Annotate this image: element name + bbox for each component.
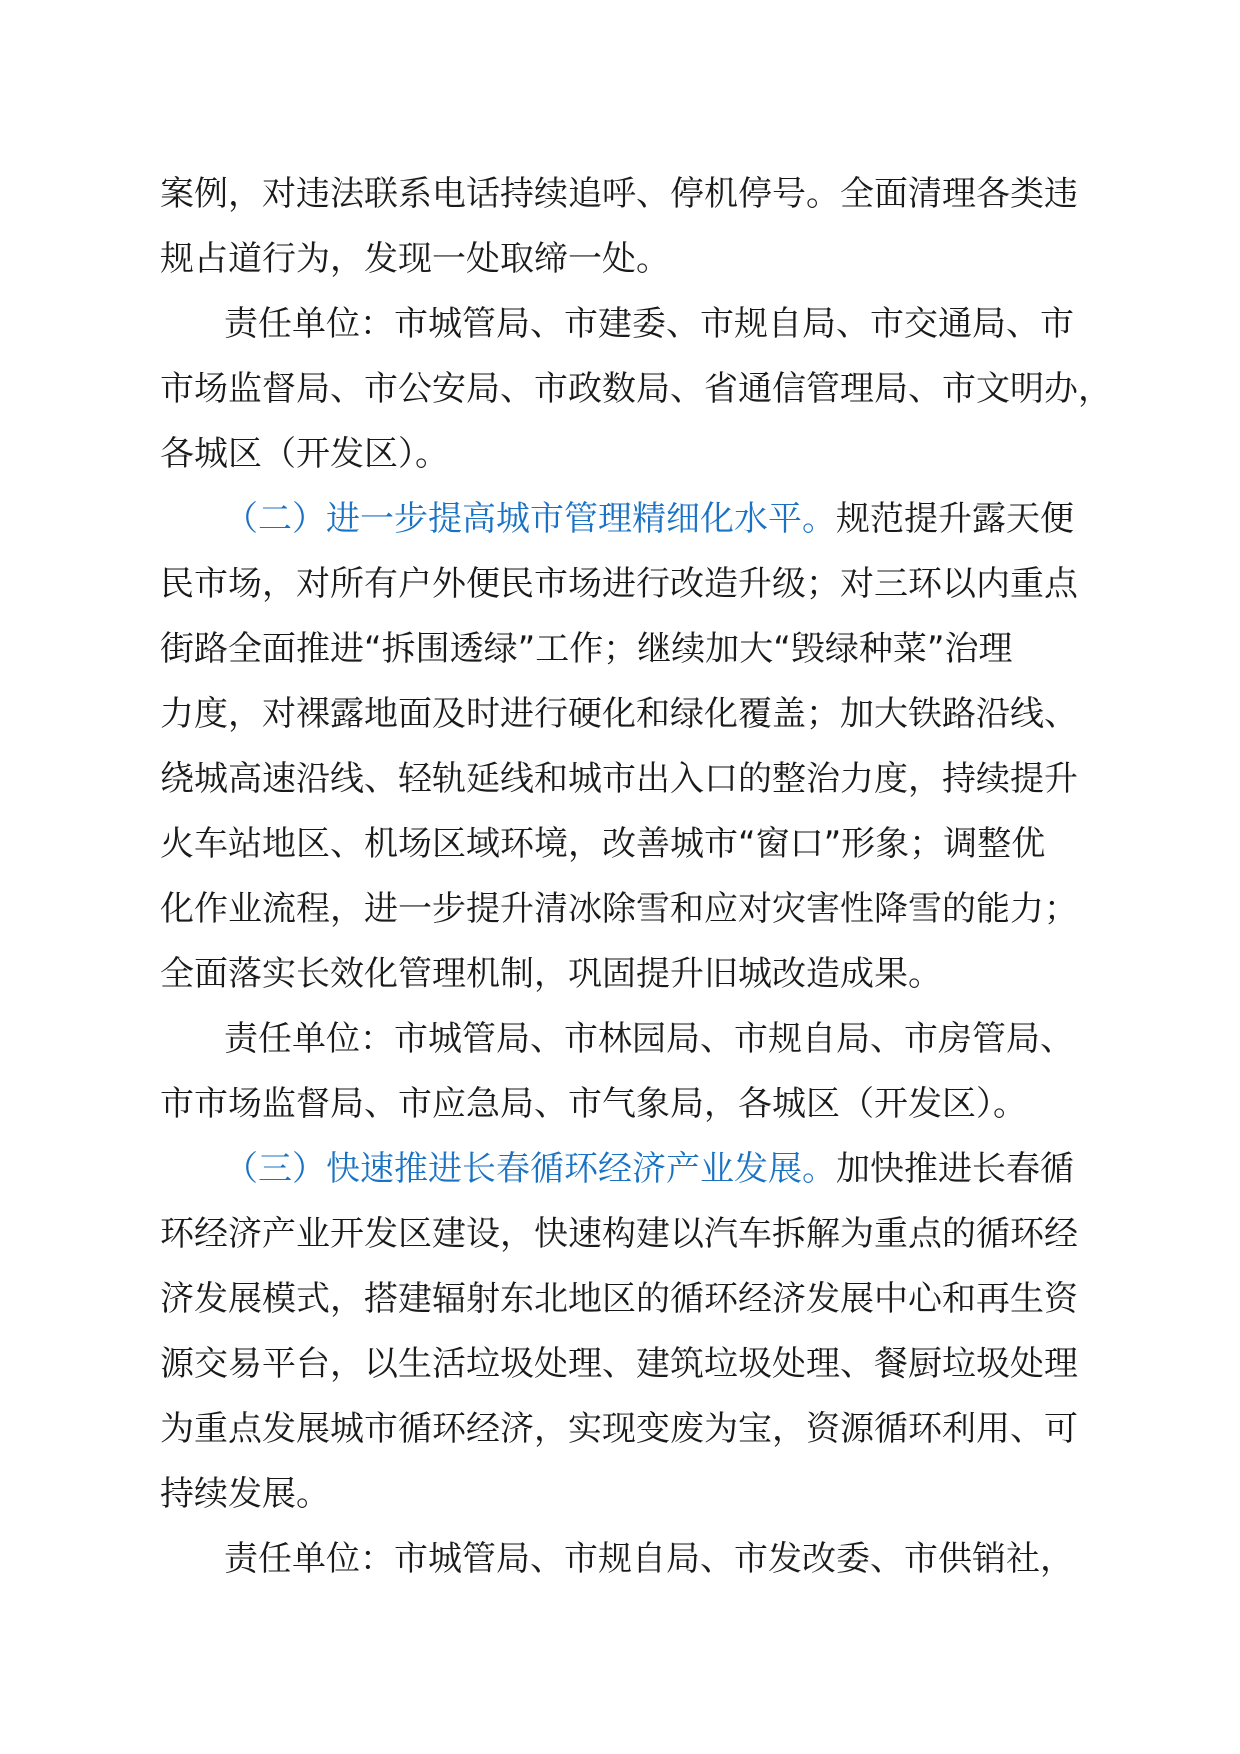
paragraph-line: 环经济产业开发区建设，快速构建以汽车拆解为重点的循环经 xyxy=(160,1214,1078,1254)
paragraph-line: 力度，对裸露地面及时进行硬化和绿化覆盖；加大铁路沿线、 xyxy=(160,694,1078,734)
responsible-units-line: 责任单位：市城管局、市建委、市规自局、市交通局、市 xyxy=(224,304,1074,344)
responsible-units-line: 责任单位：市城管局、市林园局、市规自局、市房管局、 xyxy=(224,1019,1074,1059)
paragraph-line: 街路全面推进“拆围透绿”工作；继续加大“毁绿种菜”治理 xyxy=(160,629,1013,669)
section-text: 加快推进长春循 xyxy=(836,1149,1074,1189)
paragraph-line: 为重点发展城市循环经济，实现变废为宝，资源循环利用、可 xyxy=(160,1409,1078,1449)
paragraph-line: 绕城高速沿线、轻轨延线和城市出入口的整治力度，持续提升 xyxy=(160,759,1078,799)
paragraph-line: 规占道行为，发现一处取缔一处。 xyxy=(160,239,670,279)
paragraph-line: 全面落实长效化管理机制，巩固提升旧城改造成果。 xyxy=(160,954,942,994)
paragraph-line: 市市场监督局、市应急局、市气象局，各城区（开发区）。 xyxy=(160,1084,1027,1124)
responsible-units-line: 责任单位：市城管局、市规自局、市发改委、市供销社， xyxy=(224,1539,1074,1579)
section-heading: （二）进一步提高城市管理精细化水平。 xyxy=(224,499,836,539)
paragraph-line: 持续发展。 xyxy=(160,1474,330,1514)
paragraph-line: 化作业流程，进一步提升清冰除雪和应对灾害性降雪的能力； xyxy=(160,889,1078,929)
section-line xyxy=(224,499,1074,539)
paragraph-line: 火车站地区、机场区域环境，改善城市“窗口”形象；调整优 xyxy=(160,824,1046,864)
paragraph-line: 源交易平台，以生活垃圾处理、建筑垃圾处理、餐厨垃圾处理 xyxy=(160,1344,1078,1384)
paragraph-line: 案例，对违法联系电话持续追呼、停机停号。全面清理各类违 xyxy=(160,174,1078,214)
section-heading: （三）快速推进长春循环经济产业发展。 xyxy=(224,1149,836,1189)
paragraph-line: 济发展模式，搭建辐射东北地区的循环经济发展中心和再生资 xyxy=(160,1279,1078,1319)
paragraph-line: 市场监督局、市公安局、市政数局、省通信管理局、市文明办， xyxy=(160,369,1112,409)
section-text: 规范提升露天便 xyxy=(836,499,1074,539)
section-line xyxy=(224,1149,1074,1189)
paragraph-line: 民市场，对所有户外便民市场进行改造升级；对三环以内重点 xyxy=(160,564,1078,604)
paragraph-line: 各城区（开发区）。 xyxy=(160,434,449,474)
